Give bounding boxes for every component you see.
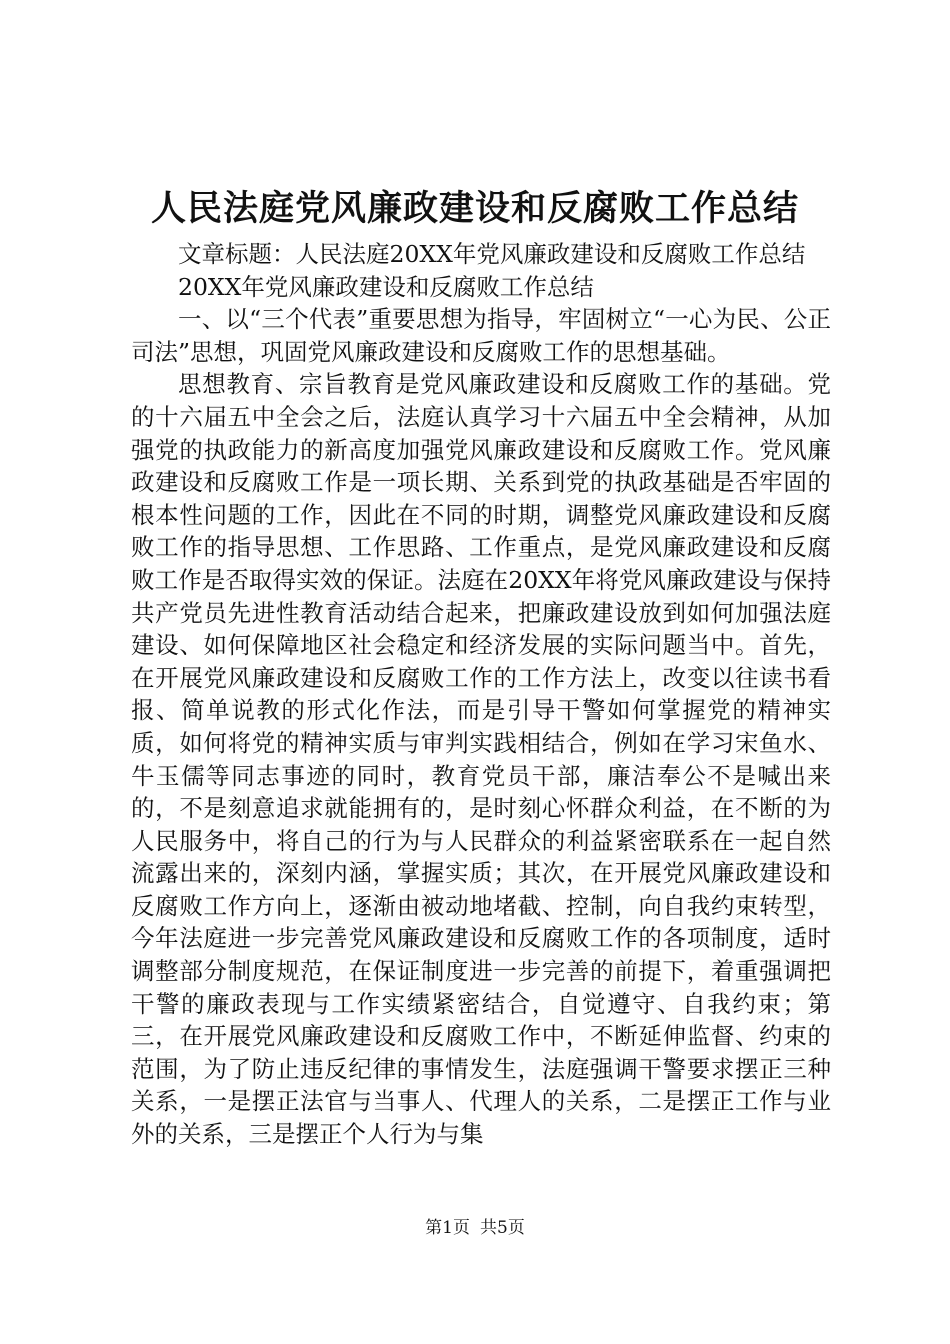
- article-title-line: 文章标题：人民法庭20XX年党风廉政建设和反腐败工作总结: [178, 240, 806, 268]
- page-footer: [0, 1216, 950, 1240]
- page-total: 共5页: [480, 1218, 525, 1238]
- document-body: [131, 238, 831, 1151]
- summary-heading: 20XX年党风廉政建设和反腐败工作总结: [178, 272, 594, 301]
- section-heading-1: 一、以“三个代表”重要思想为指导，牢固树立“一心为民、公正司法”思想，巩固党风廉政建设和反腐败工作的思想基础。: [131, 305, 831, 366]
- page-title: 人民法庭党风廉政建设和反腐败工作总结: [150, 188, 799, 229]
- body-paragraph: 思想教育、宗旨教育是党风廉政建设和反腐败工作的基础。党的十六届五中全会之后，法庭认真学习十六届五中全会精神，从加强党的执政能力的新高度加强党风廉政建设和反腐败工作。党风廉政建设和反腐败工作是一项长期、关系到党的执政基础是否牢固的根本性问题的工作，因此在不同的时期，调整党风廉政建设和反腐败工作的指导思想、工作思路、工作重点，是党风廉政建设和反腐败工作是否取得实效的保证。法庭在20XX年将党风廉政建设与保持共产党员先进性教育活动结合起来，把廉政建设放到如何加强法庭建设、如何保障地区社会稳定和经济发展的实际问题当中。首先，在开展党风廉政建设和反腐败工作的工作方法上，改变以往读书看报、简单说教的形式化作法，而是引导干警如何掌握党的精神实质，如何将党的精神实质与审判实践相结合，例如在学习宋鱼水、牛玉儒等同志事迹的同时，教育党员干部，廉洁奉公不是喊出来的，不是刻意追求就能拥有的，是时刻心怀群众利益，在不断的为人民服务中，将自己的行为与人民群众的利益紧密联系在一起自然流露出来的，深刻内涵，掌握实质；其次，在开展党风廉政建设和反腐败工作方向上，逐渐由被动地堵截、控制，向自我约束转型，今年法庭进一步完善党风廉政建设和反腐败工作的各项制度，适时调整部分制度规范，在保证制度进一步完善的前提下，着重强调把干警的廉政表现与工作实绩紧密结合，自觉遵守、自我约束；第三，在开展党风廉政建设和反腐败工作中，不断延伸监督、约束的范围，为了防止违反纪律的事情发生，法庭强调干警要求摆正三种关系，一是摆正法官与当事人、代理人的关系，二是摆正工作与业外的关系，三是摆正个人行为与集: [131, 370, 831, 1149]
- page-number: 第1页: [425, 1218, 470, 1238]
